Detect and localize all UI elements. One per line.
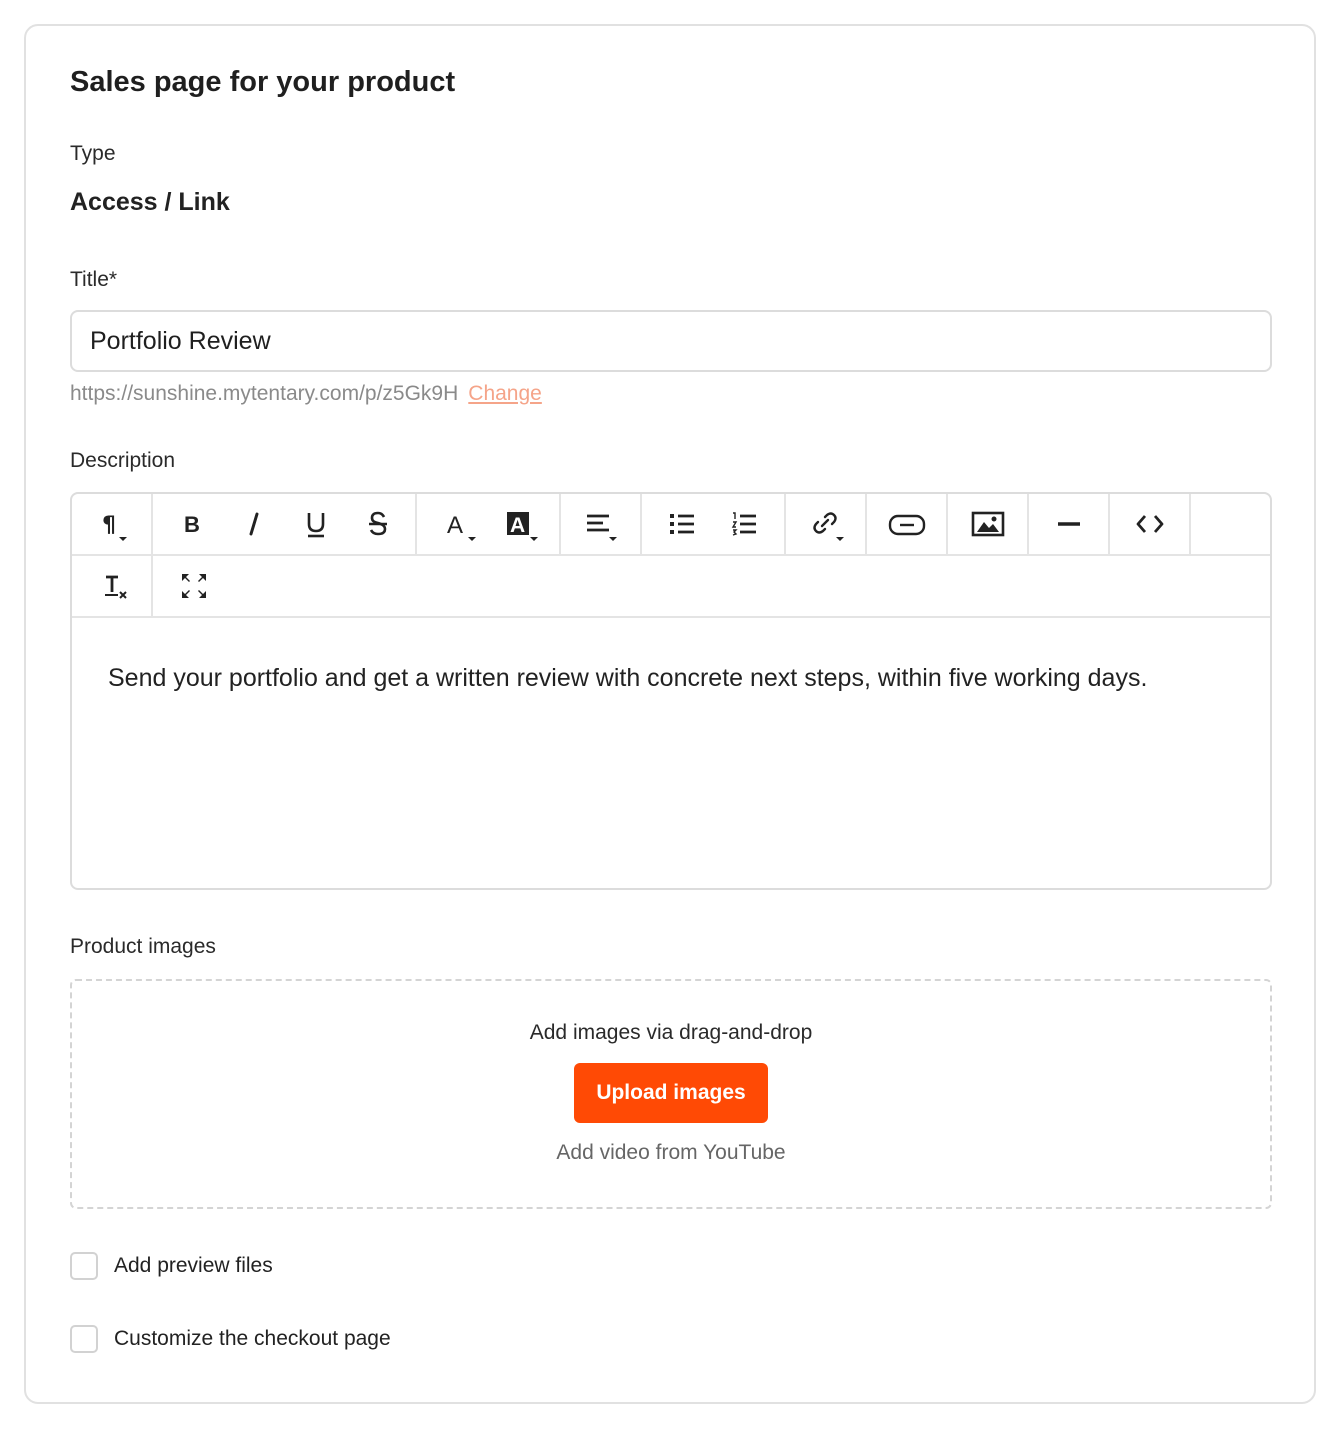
image-dropzone[interactable] <box>70 979 1272 1209</box>
bulleted-list-icon <box>662 504 702 544</box>
product-url-row <box>70 382 542 406</box>
clear-formatting-button[interactable] <box>86 556 146 616</box>
toolbar-group-code <box>1110 494 1191 554</box>
toolbar-group-colors <box>417 494 561 554</box>
code-icon <box>1130 504 1170 544</box>
customize-checkout-option[interactable] <box>70 1325 391 1353</box>
svg-text:¶: ¶ <box>102 513 116 538</box>
toolbar-group-align <box>561 494 642 554</box>
title-label: Title* <box>70 268 118 291</box>
background-color-button[interactable] <box>491 494 551 554</box>
toolbar-group-clear <box>72 556 153 616</box>
bulleted-list-button[interactable] <box>652 494 712 554</box>
description-label: Description <box>70 449 176 472</box>
dropzone-hint: Add images via drag-and-drop <box>529 1021 813 1044</box>
product-url: https://sunshine.mytentary.com/p/z5Gk9H <box>70 382 459 405</box>
align-icon <box>579 504 623 544</box>
text-color-icon <box>437 504 481 544</box>
bold-button[interactable] <box>163 494 223 554</box>
toolbar-group-text-style <box>153 494 417 554</box>
svg-text:A: A <box>510 514 526 537</box>
toolbar-group-lists <box>642 494 786 554</box>
product-images-label: Product images <box>70 935 216 958</box>
type-value: Access / Link <box>70 188 230 216</box>
add-preview-files-label: Add preview files <box>114 1254 273 1277</box>
bold-icon <box>173 504 213 544</box>
numbered-list-button[interactable] <box>714 494 774 554</box>
insert-button-button[interactable] <box>877 494 937 554</box>
customize-checkout-label: Customize the checkout page <box>114 1327 391 1350</box>
editor-toolbar-row-1 <box>72 494 1270 556</box>
link-icon <box>804 504 848 544</box>
insert-image-button[interactable] <box>958 494 1018 554</box>
title-input[interactable] <box>70 310 1272 372</box>
toolbar-group-link <box>786 494 867 554</box>
toolbar-group-hr <box>1029 494 1110 554</box>
button-icon <box>885 504 929 544</box>
horizontal-rule-button[interactable] <box>1039 494 1099 554</box>
link-button[interactable] <box>796 494 856 554</box>
text-color-button[interactable] <box>429 494 489 554</box>
svg-text:A: A <box>447 512 464 539</box>
type-label: Type <box>70 142 116 165</box>
toolbar-group-paragraph <box>72 494 153 554</box>
editor-toolbar-row-2 <box>72 556 1270 618</box>
clear-formatting-icon <box>96 566 136 606</box>
add-preview-files-option[interactable] <box>70 1252 273 1280</box>
image-icon <box>966 504 1010 544</box>
paragraph-format-button[interactable] <box>80 494 140 554</box>
italic-button[interactable] <box>224 494 284 554</box>
underline-icon <box>296 504 336 544</box>
background-color-icon <box>499 504 543 544</box>
fullscreen-button[interactable] <box>164 556 224 616</box>
description-text[interactable]: Send your portfolio and get a written review with concrete next steps, within five working days. <box>108 664 1148 692</box>
code-view-button[interactable] <box>1120 494 1180 554</box>
customize-checkout-checkbox[interactable] <box>70 1325 98 1353</box>
paragraph-format-icon <box>90 504 130 544</box>
change-url-link[interactable]: Change <box>468 382 542 405</box>
strikethrough-icon <box>358 504 398 544</box>
align-button[interactable] <box>571 494 631 554</box>
horizontal-rule-icon <box>1049 504 1089 544</box>
fullscreen-icon <box>174 566 214 606</box>
add-youtube-video-link[interactable]: Add video from YouTube <box>556 1141 786 1164</box>
add-preview-files-checkbox[interactable] <box>70 1252 98 1280</box>
toolbar-group-button <box>867 494 948 554</box>
product-settings-card <box>24 24 1316 1404</box>
italic-icon <box>234 504 274 544</box>
strikethrough-button[interactable] <box>348 494 408 554</box>
toolbar-group-image <box>948 494 1029 554</box>
svg-text:B: B <box>184 512 200 537</box>
description-editor <box>70 492 1272 890</box>
numbered-list-icon <box>724 504 764 544</box>
page-title: Sales page for your product <box>70 66 456 98</box>
underline-button[interactable] <box>286 494 346 554</box>
upload-images-button[interactable]: Upload images <box>574 1063 768 1123</box>
